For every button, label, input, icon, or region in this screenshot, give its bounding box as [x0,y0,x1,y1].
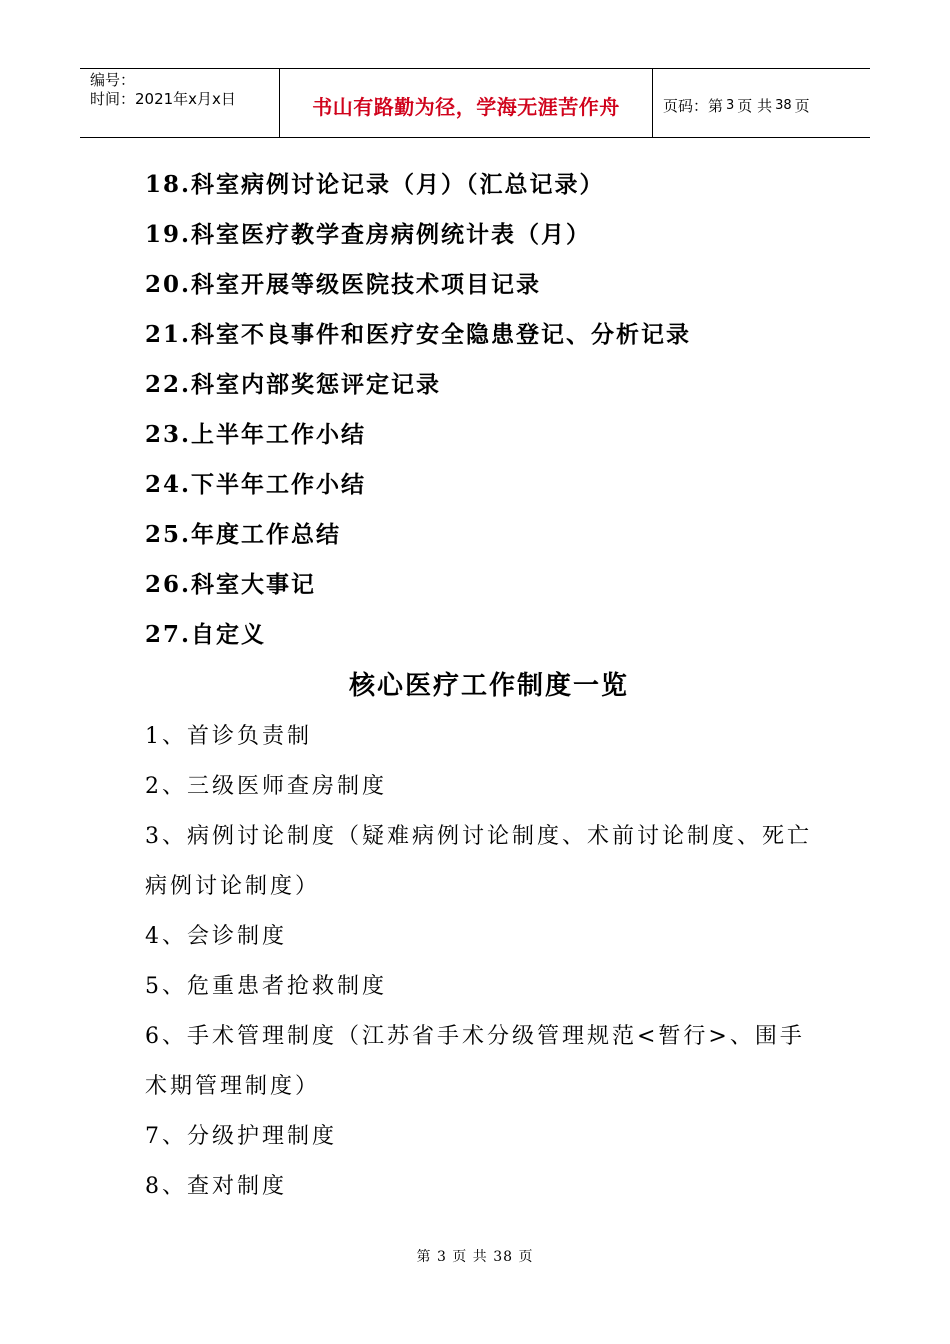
header-slogan: 书山有路勤为径，学海无涯苦作舟 [280,69,653,137]
record-item: 19.科室医疗教学查房病例统计表（月） [145,221,592,248]
page-total: 38 [775,97,792,113]
record-item: 18.科室病例讨论记录（月）（汇总记录） [145,171,605,198]
system-item: 1、首诊负责制 [145,724,312,749]
header-page-info [653,69,870,137]
record-item: 26.科室大事记 [145,571,317,598]
system-item: 5、危重患者抢救制度 [145,974,387,999]
doc-number-label: 编号： [90,71,136,89]
record-item: 22.科室内部奖惩评定记录 [145,371,442,398]
record-item: 25.年度工作总结 [145,521,342,548]
system-item: 7、分级护理制度 [145,1124,337,1149]
record-item: 20.科室开展等级医院技术项目记录 [145,271,542,298]
system-item: 8、查对制度 [145,1174,287,1199]
document-body [145,160,815,1212]
record-item: 27.自定义 [145,621,267,648]
system-item: 2、三级医师查房制度 [145,774,387,799]
record-item: 24.下半年工作小结 [145,471,367,498]
header-meta [80,69,280,137]
page-header [80,68,870,138]
page-info-suffix: 页 [794,96,810,115]
system-item: 3、病例讨论制度（疑难病例讨论制度、术前讨论制度、死亡病例讨论制度） [145,824,812,899]
system-item: 4、会诊制度 [145,924,287,949]
page-info-prefix: 页码：第 [663,96,724,115]
page-footer: 第 3 页 共 38 页 [416,1249,534,1265]
section-title: 核心医疗工作制度一览 [348,671,629,701]
page-number: 3 [726,97,735,113]
page-info-middle: 页 共 [737,96,773,115]
system-item: 6、手术管理制度（江苏省手术分级管理规范<暂行>、围手术期管理制度） [145,1024,805,1099]
date-line: 时间：2021年x月x日 [90,90,236,108]
record-item: 21.科室不良事件和医疗安全隐患登记、分析记录 [145,321,692,348]
record-item: 23.上半年工作小结 [145,421,367,448]
